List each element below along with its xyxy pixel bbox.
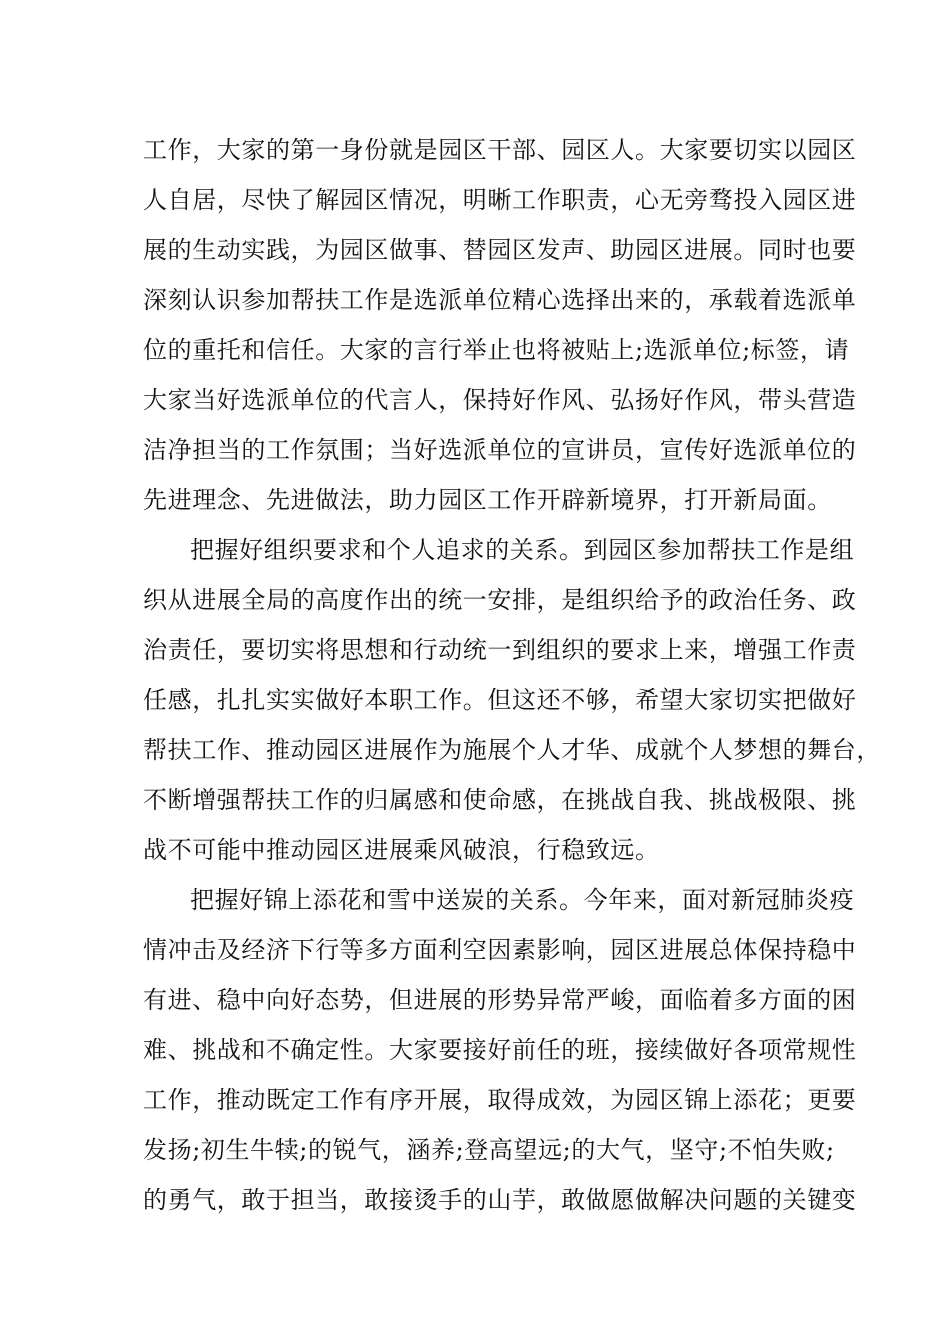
text-line: 洁净担当的工作氛围；当好选派单位的宣讲员，宣传好选派单位的 [143,436,857,464]
text-line: 治责任，要切实将思想和行动统一到组织的要求上来，增强工作责 [143,636,857,664]
text-line: 展的生动实践，为园区做事、替园区发声、助园区进展。同时也要 [143,236,857,264]
text-line: 战不可能中推动园区进展乘风破浪，行稳致远。 [143,836,660,864]
paragraph-first-line: 把握好组织要求和个人追求的关系。到园区参加帮扶工作是组 [190,536,855,564]
text-line: 织从进展全局的高度作出的统一安排，是组织给予的政治任务、政 [143,586,857,614]
text-line: 有进、稳中向好态势，但进展的形势异常严峻，面临着多方面的困 [143,986,857,1014]
text-line: 位的重托和信任。大家的言行举止也将被贴上;选派单位;标签，请 [143,336,850,364]
paragraph-first-line: 把握好锦上添花和雪中送炭的关系。今年来，面对新冠肺炎疫 [190,886,855,914]
text-line: 发扬;初生牛犊;的锐气，涵养;登高望远;的大气，坚守;不怕失败; [143,1136,835,1164]
text-line: 深刻认识参加帮扶工作是选派单位精心选择出来的，承载着选派单 [143,286,857,314]
text-line: 不断增强帮扶工作的归属感和使命感，在挑战自我、挑战极限、挑 [143,786,857,814]
text-line: 先进理念、先进做法，助力园区工作开辟新境界，打开新局面。 [143,486,832,514]
text-line: 工作，推动既定工作有序开展，取得成效，为园区锦上添花；更要 [143,1086,857,1114]
text-line: 任感，扎扎实实做好本职工作。但这还不够，希望大家切实把做好 [143,686,857,714]
text-line: 工作，大家的第一身份就是园区干部、园区人。大家要切实以园区 [143,136,857,164]
text-line: 人自居，尽快了解园区情况，明晰工作职责，心无旁骛投入园区进 [143,186,857,214]
text-line: 帮扶工作、推动园区进展作为施展个人才华、成就个人梦想的舞台， [143,736,881,764]
text-line: 难、挑战和不确定性。大家要接好前任的班，接续做好各项常规性 [143,1036,857,1064]
text-line: 的勇气，敢于担当，敢接烫手的山芋，敢做愿做解决问题的关键变 [143,1186,857,1214]
text-line: 大家当好选派单位的代言人，保持好作风、弘扬好作风，带头营造 [143,386,857,414]
text-line: 情冲击及经济下行等多方面利空因素影响，园区进展总体保持稳中 [143,936,857,964]
